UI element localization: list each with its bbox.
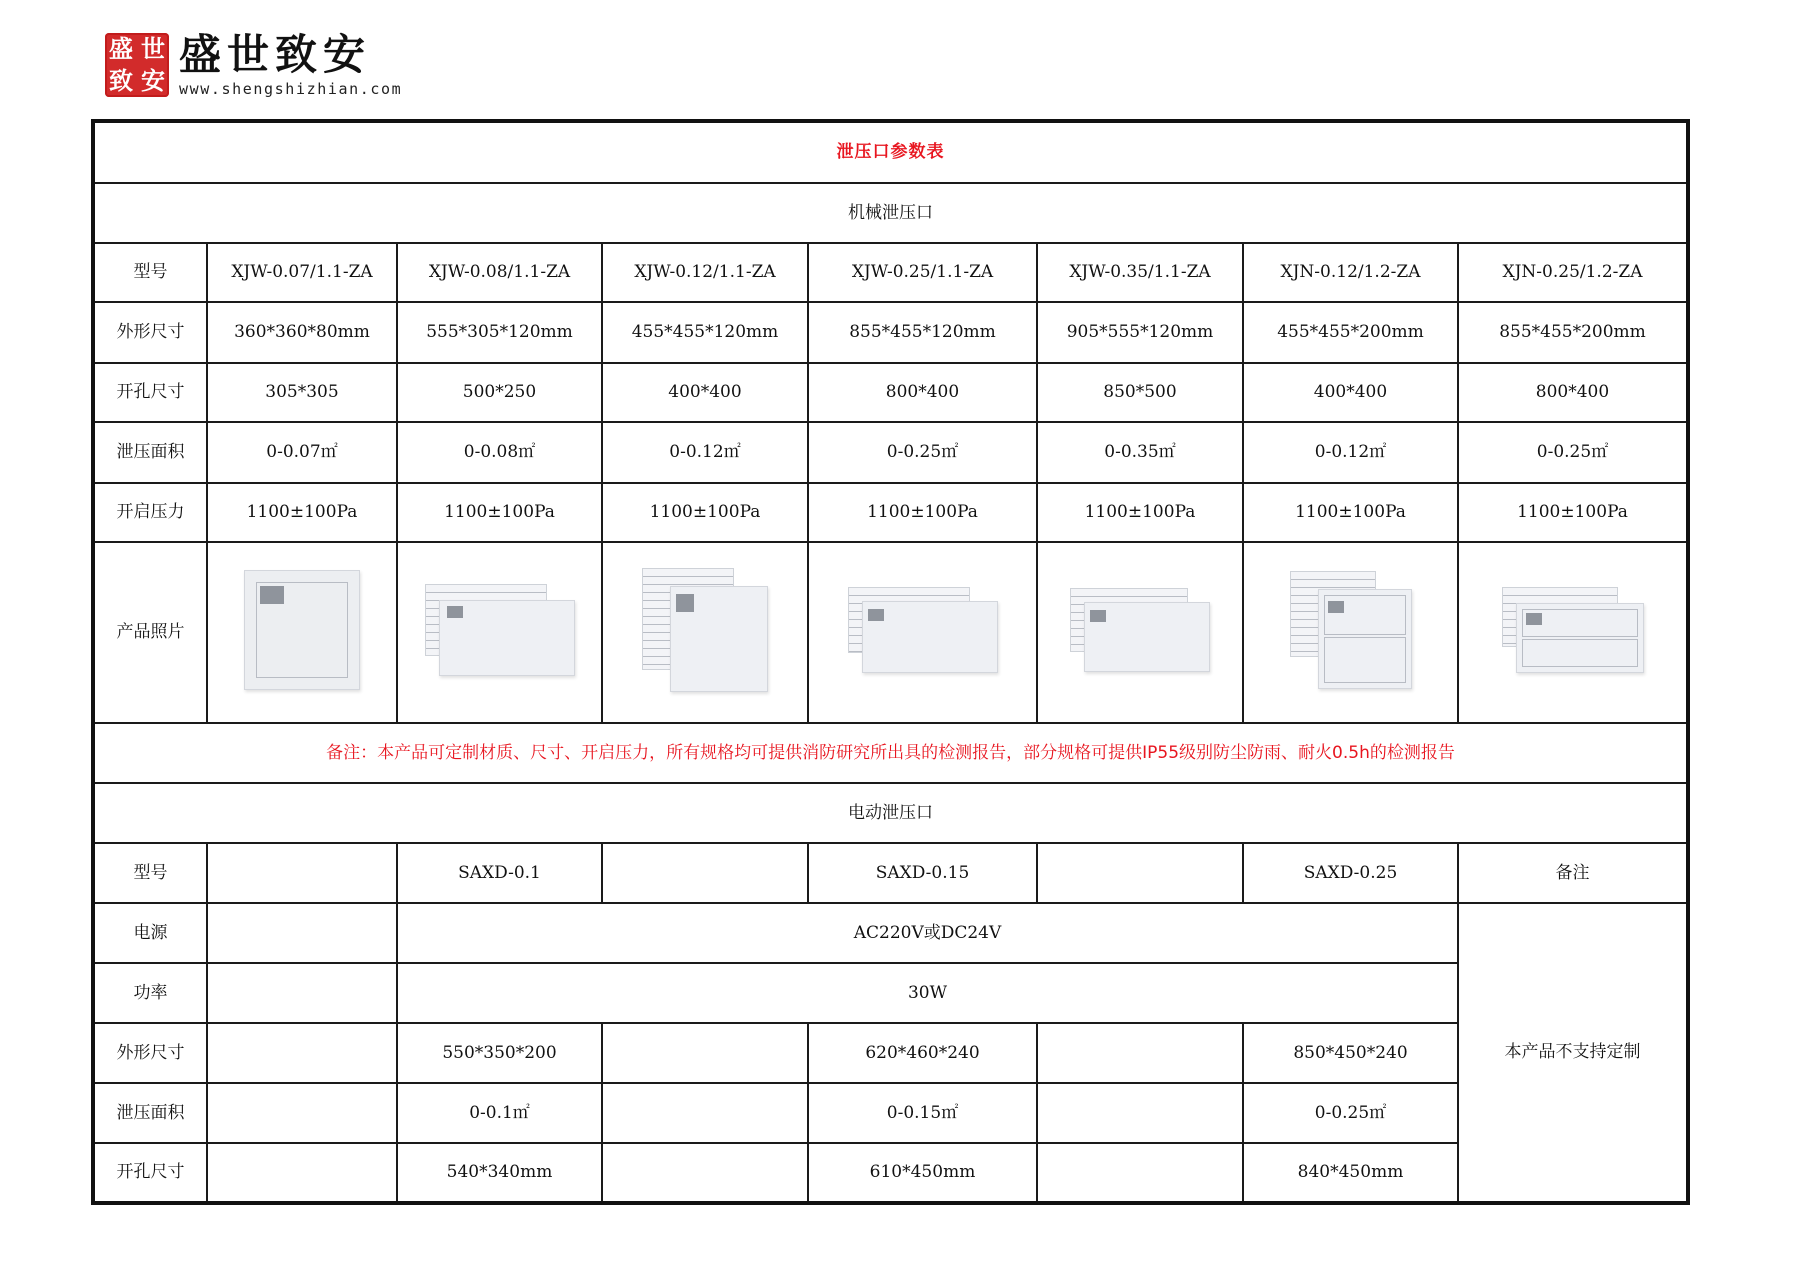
cell-opening-size: 610*450mm [808,1143,1037,1203]
cell-relief-area: 0-0.08㎡ [397,422,602,483]
section-title-mechanical: 机械泄压口 [93,183,1688,243]
empty-cell [207,963,397,1023]
tall-louver-panel-icon [642,568,768,692]
cell-relief-area: 0-0.15㎡ [808,1083,1037,1143]
product-photo [808,542,1037,723]
product-photo [1458,542,1688,723]
cell-relief-area: 0-0.25㎡ [808,422,1037,483]
table-row [93,422,1688,483]
empty-cell [207,903,397,963]
cell-opening-size: 800*400 [808,363,1037,422]
empty-cell [207,1083,397,1143]
cell-model: XJW-0.25/1.1-ZA [808,243,1037,302]
brand [179,32,402,98]
seal-icon [105,33,169,97]
empty-cell [602,1083,808,1143]
row-label-relief-area: 泄压面积 [93,422,207,483]
cell-relief-area: 0-0.25㎡ [1458,422,1688,483]
product-photo [207,542,397,723]
seal-char: 安 [141,67,165,95]
cell-outer-size: 360*360*80mm [207,302,397,363]
cell-model: XJN-0.12/1.2-ZA [1243,243,1458,302]
cell-opening-pressure: 1100±100Pa [397,483,602,542]
cell-relief-area: 0-0.35㎡ [1037,422,1243,483]
empty-cell [207,843,397,903]
relief-vent-spec-table [91,119,1690,1205]
seal-char: 世 [141,35,165,63]
cell-outer-size: 455*455*120mm [602,302,808,363]
cell-opening-size: 800*400 [1458,363,1688,422]
tall-split-louver-panel-icon [1290,571,1412,689]
wide-split-louver-panel-icon [1502,587,1644,673]
cell-outer-size: 620*460*240 [808,1023,1037,1083]
empty-cell [1037,1083,1243,1143]
cell-opening-size: 850*500 [1037,363,1243,422]
cell-relief-area: 0-0.25㎡ [1243,1083,1458,1143]
cell-model: XJW-0.07/1.1-ZA [207,243,397,302]
empty-cell [1037,843,1243,903]
row-label-relief-area: 泄压面积 [93,1083,207,1143]
cell-opening-size: 540*340mm [397,1143,602,1203]
cell-model: XJW-0.35/1.1-ZA [1037,243,1243,302]
table-row [93,963,1688,1023]
cell-power-supply: AC220V或DC24V [397,903,1458,963]
seal-char: 致 [109,67,133,95]
remark-header: 备注 [1458,843,1688,903]
cell-power: 30W [397,963,1458,1023]
brand-name: 盛世致安 [179,30,372,79]
seal-char: 盛 [109,35,133,63]
cell-outer-size: 905*555*120mm [1037,302,1243,363]
cell-model: XJN-0.25/1.2-ZA [1458,243,1688,302]
remark-cell: 本产品不支持定制 [1458,903,1688,1203]
cell-opening-size: 400*400 [602,363,808,422]
cell-model: XJW-0.12/1.1-ZA [602,243,808,302]
product-photo [1243,542,1458,723]
table-row [93,1143,1688,1203]
cell-opening-size: 500*250 [397,363,602,422]
section-title-electric: 电动泄压口 [93,783,1688,843]
cell-opening-pressure: 1100±100Pa [808,483,1037,542]
wide-louver-panel-icon [425,584,575,676]
table-row [93,1083,1688,1143]
cell-model: XJW-0.08/1.1-ZA [397,243,602,302]
cell-opening-size: 400*400 [1243,363,1458,422]
wide-louver-panel-icon [1070,588,1210,672]
empty-cell [602,843,808,903]
row-label-model: 型号 [93,843,207,903]
cell-opening-pressure: 1100±100Pa [602,483,808,542]
wide-louver-panel-icon [848,587,998,673]
cell-opening-pressure: 1100±100Pa [207,483,397,542]
cell-relief-area: 0-0.12㎡ [602,422,808,483]
table-row [93,243,1688,302]
cell-opening-pressure: 1100±100Pa [1243,483,1458,542]
table-row [93,483,1688,542]
product-photo [602,542,808,723]
empty-cell [602,1143,808,1203]
cell-opening-size: 840*450mm [1243,1143,1458,1203]
cell-outer-size: 550*350*200 [397,1023,602,1083]
row-label-power: 功率 [93,963,207,1023]
table-row [93,363,1688,422]
cell-relief-area: 0-0.07㎡ [207,422,397,483]
square-panel-icon [244,570,360,690]
empty-cell [207,1023,397,1083]
empty-cell [602,1023,808,1083]
row-label-opening-size: 开孔尺寸 [93,363,207,422]
table-row [93,903,1688,963]
cell-relief-area: 0-0.1㎡ [397,1083,602,1143]
cell-outer-size: 855*455*200mm [1458,302,1688,363]
cell-relief-area: 0-0.12㎡ [1243,422,1458,483]
empty-cell [1037,1143,1243,1203]
row-label-outer-size: 外形尺寸 [93,1023,207,1083]
product-photo [1037,542,1243,723]
table-row [93,843,1688,903]
table-row [93,1023,1688,1083]
table-row [93,542,1688,723]
row-label-power-supply: 电源 [93,903,207,963]
brand-url: www.shengshizhian.com [179,80,403,98]
cell-opening-size: 305*305 [207,363,397,422]
cell-outer-size: 455*455*200mm [1243,302,1458,363]
empty-cell [207,1143,397,1203]
table-title: 泄压口参数表 [93,121,1688,183]
row-label-photo: 产品照片 [93,542,207,723]
cell-outer-size: 555*305*120mm [397,302,602,363]
customization-note: 备注：本产品可定制材质、尺寸、开启压力，所有规格均可提供消防研究所出具的检测报告，部分规格可提供IP55级别防尘防雨、耐火0.5h的检测报告 [93,723,1688,783]
empty-cell [1037,1023,1243,1083]
cell-model: SAXD-0.25 [1243,843,1458,903]
cell-model: SAXD-0.1 [397,843,602,903]
cell-outer-size: 855*455*120mm [808,302,1037,363]
row-label-outer-size: 外形尺寸 [93,302,207,363]
row-label-opening-size: 开孔尺寸 [93,1143,207,1203]
company-logo [105,31,402,99]
row-label-opening-pressure: 开启压力 [93,483,207,542]
cell-outer-size: 850*450*240 [1243,1023,1458,1083]
product-photo [397,542,602,723]
cell-opening-pressure: 1100±100Pa [1458,483,1688,542]
row-label-model: 型号 [93,243,207,302]
cell-model: SAXD-0.15 [808,843,1037,903]
cell-opening-pressure: 1100±100Pa [1037,483,1243,542]
table-row [93,302,1688,363]
